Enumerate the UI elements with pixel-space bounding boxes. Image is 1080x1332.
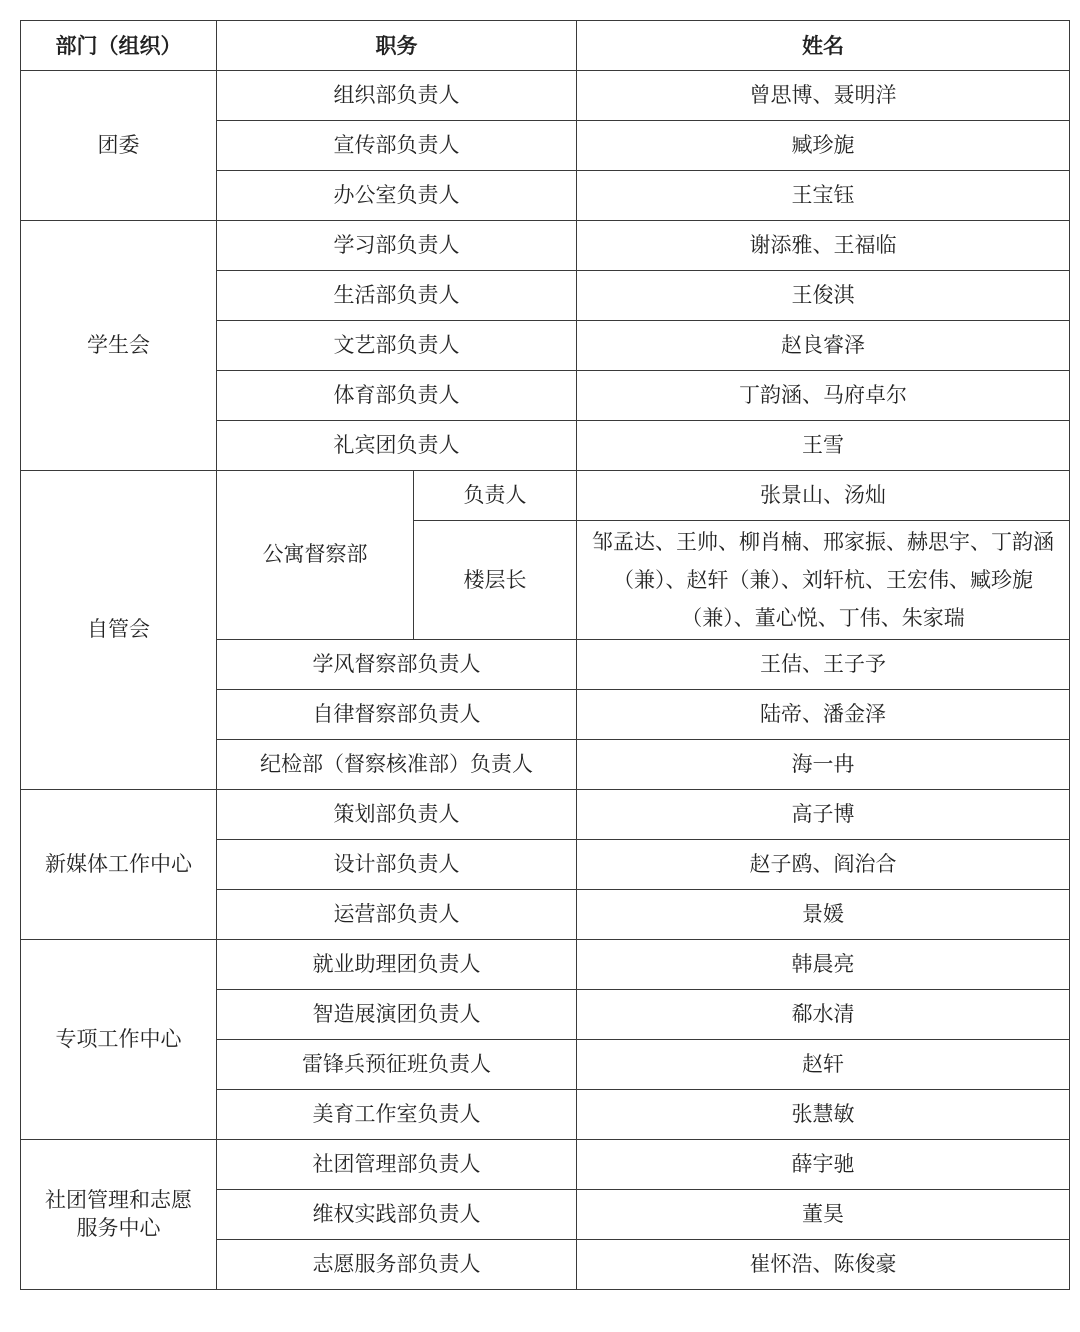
position-cell: 维权实践部负责人 — [217, 1190, 577, 1240]
position-cell: 体育部负责人 — [217, 371, 577, 421]
header-name: 姓名 — [577, 21, 1070, 71]
dept-cell: 团委 — [21, 71, 217, 221]
position-cell: 就业助理团负责人 — [217, 940, 577, 990]
name-cell: 张慧敏 — [577, 1090, 1070, 1140]
position-cell: 学风督察部负责人 — [217, 640, 577, 690]
name-cell: 曾思博、聂明洋 — [577, 71, 1070, 121]
name-cell: 王佶、王子予 — [577, 640, 1070, 690]
name-cell: 海一冉 — [577, 740, 1070, 790]
name-cell: 景媛 — [577, 890, 1070, 940]
position-cell: 学习部负责人 — [217, 221, 577, 271]
dept-cell: 专项工作中心 — [21, 940, 217, 1140]
table-row — [21, 1140, 1070, 1190]
table-row — [21, 71, 1070, 121]
position-cell: 楼层长 — [414, 521, 577, 640]
position-cell: 社团管理部负责人 — [217, 1140, 577, 1190]
table-row — [21, 790, 1070, 840]
name-cell: 郗水清 — [577, 990, 1070, 1040]
position-cell: 生活部负责人 — [217, 271, 577, 321]
roster-table — [20, 20, 1070, 1290]
position-cell: 策划部负责人 — [217, 790, 577, 840]
name-cell: 崔怀浩、陈俊豪 — [577, 1240, 1070, 1290]
position-cell: 美育工作室负责人 — [217, 1090, 577, 1140]
name-cell: 王雪 — [577, 421, 1070, 471]
dept-cell: 自管会 — [21, 471, 217, 790]
position-cell: 纪检部（督察核准部）负责人 — [217, 740, 577, 790]
position-cell: 礼宾团负责人 — [217, 421, 577, 471]
position-cell: 智造展演团负责人 — [217, 990, 577, 1040]
name-cell: 赵轩 — [577, 1040, 1070, 1090]
position-cell: 文艺部负责人 — [217, 321, 577, 371]
name-cell: 张景山、汤灿 — [577, 471, 1070, 521]
table-row — [21, 940, 1070, 990]
dept-cell: 新媒体工作中心 — [21, 790, 217, 940]
name-cell: 高子博 — [577, 790, 1070, 840]
position-cell: 志愿服务部负责人 — [217, 1240, 577, 1290]
name-cell: 赵良睿泽 — [577, 321, 1070, 371]
position-cell: 组织部负责人 — [217, 71, 577, 121]
name-cell: 王俊淇 — [577, 271, 1070, 321]
name-cell: 谢添雅、王福临 — [577, 221, 1070, 271]
position-cell: 负责人 — [414, 471, 577, 521]
name-cell: 邹孟达、王帅、柳肖楠、邢家振、赫思宇、丁韵涵（兼）、赵轩（兼）、刘轩杭、王宏伟、臧珍旎（兼）、董心悦、丁伟、朱家瑞 — [577, 521, 1070, 640]
header-dept: 部门（组织） — [21, 21, 217, 71]
name-cell: 陆帝、潘金泽 — [577, 690, 1070, 740]
sub-dept-cell: 公寓督察部 — [217, 471, 414, 640]
header-row — [21, 21, 1070, 71]
header-position: 职务 — [217, 21, 577, 71]
table-row — [21, 471, 1070, 521]
position-cell: 宣传部负责人 — [217, 121, 577, 171]
name-cell: 董昊 — [577, 1190, 1070, 1240]
name-cell: 王宝钰 — [577, 171, 1070, 221]
position-cell: 雷锋兵预征班负责人 — [217, 1040, 577, 1090]
table-row — [21, 221, 1070, 271]
position-cell: 设计部负责人 — [217, 840, 577, 890]
name-cell: 韩晨亮 — [577, 940, 1070, 990]
dept-cell: 社团管理和志愿服务中心 — [21, 1140, 217, 1290]
name-cell: 臧珍旎 — [577, 121, 1070, 171]
name-cell: 薛宇驰 — [577, 1140, 1070, 1190]
name-cell: 丁韵涵、马府卓尔 — [577, 371, 1070, 421]
position-cell: 自律督察部负责人 — [217, 690, 577, 740]
position-cell: 运营部负责人 — [217, 890, 577, 940]
position-cell: 办公室负责人 — [217, 171, 577, 221]
dept-cell: 学生会 — [21, 221, 217, 471]
name-cell: 赵子鸥、阎治合 — [577, 840, 1070, 890]
